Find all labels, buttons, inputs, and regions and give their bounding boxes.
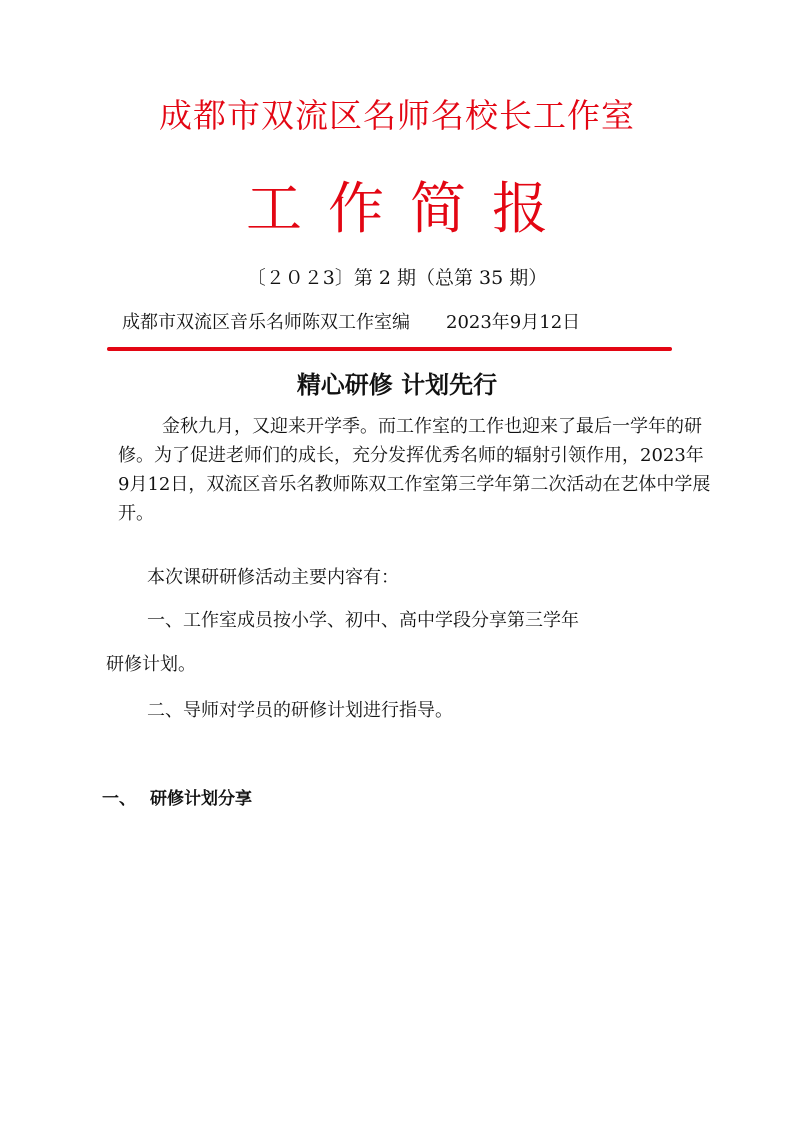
intro-paragraph	[118, 412, 712, 528]
content-item-2: 二、导师对学员的研修计划进行指导。	[147, 700, 453, 721]
content-item-1-continued: 研修计划。	[106, 654, 196, 675]
organization-title: 成都市双流区名师名校长工作室	[159, 96, 635, 135]
issue-number: 〔２０２3〕第 2 期（总第 35 期）	[246, 267, 548, 289]
section-title: 研修计划分享	[150, 789, 252, 809]
article-headline: 精心研修 计划先行	[296, 371, 498, 399]
editor-line	[122, 310, 580, 336]
editor-name: 成都市双流区音乐名师陈双工作室编	[122, 312, 410, 333]
contents-lead: 本次课研研修活动主要内容有：	[147, 567, 399, 588]
intro-text: 金秋九月，又迎来开学季。而工作室的工作也迎来了最后一学年的研修。为了促进老师们的成长，充分发挥优秀名师的辐射引领作用，2023年9月12日，双流区音乐名教师陈双工作室第三学年第二次活动在艺体中学展开。	[118, 416, 711, 524]
content-item-1: 一、工作室成员按小学、初中、高中学段分享第三学年	[147, 610, 579, 631]
issue-date: 2023年9月12日	[446, 312, 581, 333]
red-divider-rule	[107, 347, 672, 351]
section-heading	[102, 786, 252, 812]
bulletin-title: 工作简报	[246, 177, 574, 242]
section-number: 一、	[102, 789, 136, 809]
